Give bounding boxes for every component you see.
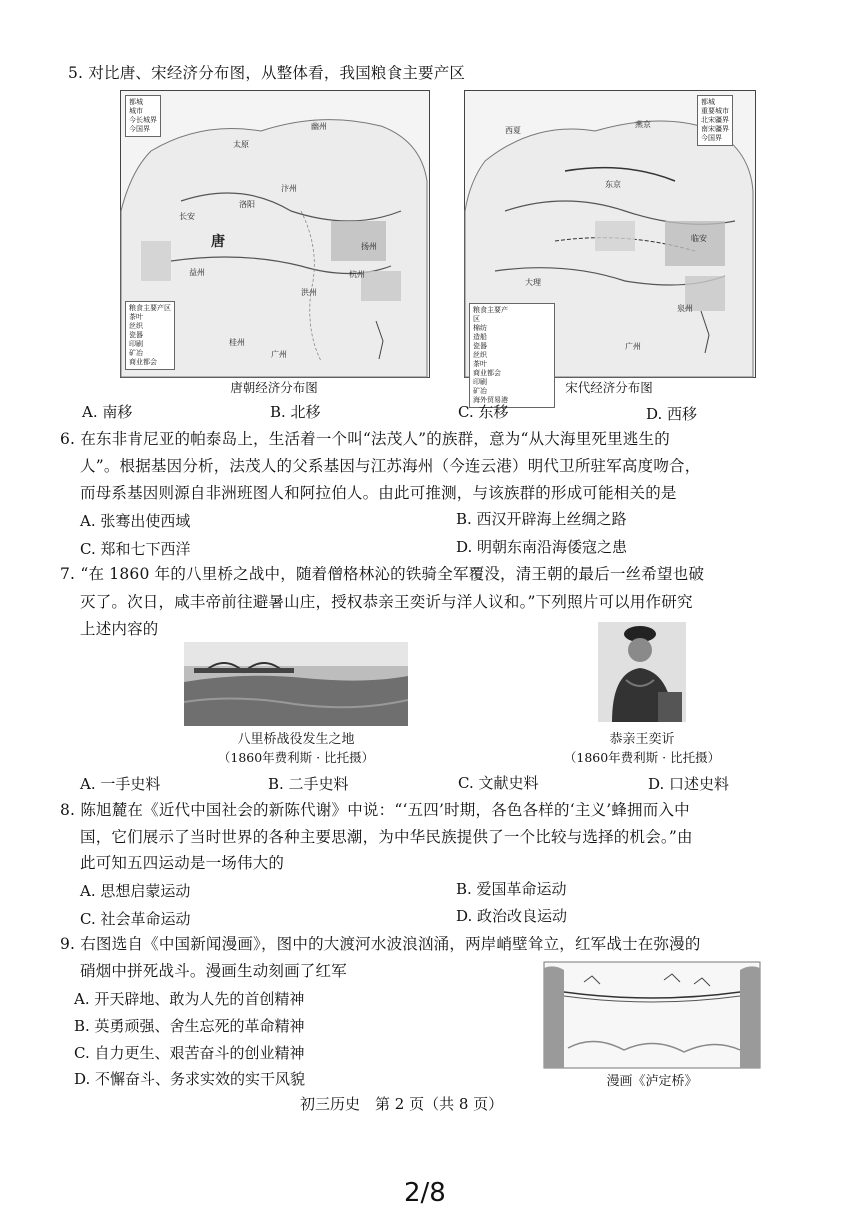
q5-option-d[interactable]: D. 西移 <box>646 405 698 423</box>
song-place: 东京 <box>605 180 621 189</box>
tang-legend-item: 矿冶 <box>129 349 143 357</box>
baliqiao-photo-drawing <box>184 642 408 726</box>
photo2-caption: 恭亲王奕䜣 <box>609 732 675 747</box>
q8-line-2: 国，它们展示了当时世界的各种主要思潮，为中华民族提供了一个比较与选择的机会。”由 <box>80 828 693 846</box>
song-legend-top <box>697 95 733 146</box>
q9-option-a[interactable]: A. 开天辟地、敢为人先的首创精神 <box>74 990 305 1008</box>
song-legend-item: 棉纺 <box>473 324 487 332</box>
song-legend-item: 印刷 <box>473 378 487 386</box>
q7-option-c[interactable]: C. 文献史料 <box>458 774 539 792</box>
song-legend-item: 粮食主要产区 <box>473 306 508 323</box>
tang-legend-item: 城市 <box>129 107 143 115</box>
q5-option-a[interactable]: A. 南移 <box>82 403 133 421</box>
q6-option-a[interactable]: A. 张骞出使西域 <box>80 512 191 530</box>
q5-option-b[interactable]: B. 北移 <box>270 403 321 421</box>
song-legend-item: 北宋疆界 <box>701 116 729 124</box>
song-legend-item: 矿冶 <box>473 387 487 395</box>
q9-line-1: 9. 右图选自《中国新闻漫画》，图中的大渡河水波浪汹涌，两岸峭壁耸立，红军战士在弥漫的 <box>60 935 701 953</box>
prince-gong-photo <box>598 622 686 722</box>
tang-map-name: 唐 <box>211 234 225 250</box>
q8-option-a[interactable]: A. 思想启蒙运动 <box>80 882 191 900</box>
song-legend-item: 茶叶 <box>473 360 487 368</box>
tang-legend-item: 茶叶 <box>129 313 143 321</box>
q7-option-a[interactable]: A. 一手史料 <box>80 775 161 793</box>
q8-option-c[interactable]: C. 社会革命运动 <box>80 910 191 928</box>
cartoon-caption: 漫画《泸定桥》 <box>606 1074 698 1089</box>
luding-bridge-cartoon-drawing <box>544 962 760 1068</box>
tang-map-caption: 唐朝经济分布图 <box>230 380 318 395</box>
song-place: 西夏 <box>505 126 521 135</box>
tang-place: 杭州 <box>349 270 365 279</box>
tang-legend-top <box>125 95 161 137</box>
photo1-source: （1860年费利斯 · 比托摄） <box>217 750 375 765</box>
tang-legend-item: 丝织 <box>129 322 143 330</box>
q8-line-3: 此可知五四运动是一场伟大的 <box>80 854 285 872</box>
page-footer: 初三历史 第 2 页（共 8 页） <box>300 1095 504 1113</box>
baliqiao-photo <box>184 642 408 726</box>
tang-place: 洪州 <box>301 288 317 297</box>
song-legend-item: 今国界 <box>701 134 722 142</box>
tang-legend-item: 瓷器 <box>129 331 143 339</box>
q7-line-3: 上述内容的 <box>80 620 159 638</box>
q6-option-c[interactable]: C. 郑和七下西洋 <box>80 540 191 558</box>
song-place: 大理 <box>525 278 541 287</box>
tang-legend-item: 商业都会 <box>129 358 157 366</box>
song-place: 临安 <box>691 234 707 243</box>
tang-place: 益州 <box>189 268 205 277</box>
q7-line-1: 7. “在 1860 年的八里桥之战中，随着僧格林沁的铁骑全军覆没，清王朝的最后一丝希望也破 <box>60 565 705 583</box>
tang-place: 洛阳 <box>239 200 255 209</box>
song-legend-item: 重要城市 <box>701 107 729 115</box>
song-place: 广州 <box>625 342 641 351</box>
q6-line-3: 而母系基因则源自非洲班图人和阿拉伯人。由此可推测，与该族群的形成可能相关的是 <box>80 484 677 502</box>
q6-option-d[interactable]: D. 明朝东南沿海倭寇之患 <box>456 538 628 556</box>
tang-place: 汴州 <box>281 184 297 193</box>
q5-option-c[interactable]: C. 东移 <box>458 403 509 421</box>
song-legend-item: 海外贸易港 <box>473 396 508 404</box>
luding-bridge-cartoon <box>544 962 760 1068</box>
song-map-caption: 宋代经济分布图 <box>565 380 653 395</box>
q7-option-d[interactable]: D. 口述史料 <box>648 775 730 793</box>
song-legend-item: 商业都会 <box>473 369 501 377</box>
q9-option-b[interactable]: B. 英勇顽强、舍生忘死的革命精神 <box>74 1017 305 1035</box>
q8-option-b[interactable]: B. 爱国革命运动 <box>456 880 567 898</box>
song-legend-item: 丝织 <box>473 351 487 359</box>
q6-line-2: 人”。根据基因分析，法茂人的父系基因与江苏海州（今连云港）明代卫所驻军高度吻合， <box>80 457 701 475</box>
tang-legend-item: 今长城界 <box>129 116 157 124</box>
tang-legend-bottom <box>125 301 175 370</box>
q7-line-2: 灭了。次日，咸丰帝前往避暑山庄，授权恭亲王奕䜣与洋人议和。”下列照片可以用作研究 <box>80 593 693 611</box>
q6-option-b[interactable]: B. 西汉开辟海上丝绸之路 <box>456 510 627 528</box>
tang-legend-item: 印刷 <box>129 340 143 348</box>
song-legend-item: 都城 <box>701 98 715 106</box>
photo1-caption: 八里桥战役发生之地 <box>237 732 355 747</box>
tang-place: 幽州 <box>311 122 327 131</box>
tang-place: 桂州 <box>229 338 245 347</box>
tang-place: 长安 <box>179 212 195 221</box>
tang-map <box>120 90 430 378</box>
q9-option-d[interactable]: D. 不懈奋斗、务求实效的实干风貌 <box>74 1070 306 1088</box>
q8-line-1: 8. 陈旭麓在《近代中国社会的新陈代谢》中说：“‘五四’时期，各色各样的‘主义’蜂拥而入中 <box>60 801 690 819</box>
q7-option-b[interactable]: B. 二手史料 <box>268 775 349 793</box>
song-legend-item: 南宋疆界 <box>701 125 729 133</box>
tang-legend-item: 粮食主要产区 <box>129 304 171 312</box>
song-legend-item: 造船 <box>473 333 487 341</box>
song-place: 燕京 <box>635 120 651 129</box>
page-number: 2/8 <box>404 1178 446 1208</box>
q8-option-d[interactable]: D. 政治改良运动 <box>456 907 568 925</box>
tang-place: 太原 <box>233 140 249 149</box>
tang-place: 广州 <box>271 350 287 359</box>
tang-legend-item: 都城 <box>129 98 143 106</box>
q9-option-c[interactable]: C. 自力更生、艰苦奋斗的创业精神 <box>74 1044 305 1062</box>
q9-line-2: 硝烟中拼死战斗。漫画生动刻画了红军 <box>80 962 347 980</box>
q5-stem: 5. 对比唐、宋经济分布图，从整体看，我国粮食主要产区 <box>68 64 466 82</box>
photo2-source: （1860年费利斯 · 比托摄） <box>563 750 721 765</box>
q6-line-1: 6. 在东非肯尼亚的帕泰岛上，生活着一个叫“法茂人”的族群，意为“从大海里死里逃生的 <box>60 430 670 448</box>
tang-place: 扬州 <box>361 242 377 251</box>
tang-legend-item: 今国界 <box>129 125 150 133</box>
song-place: 泉州 <box>677 304 693 313</box>
song-legend-item: 瓷器 <box>473 342 487 350</box>
prince-gong-photo-drawing <box>598 622 686 722</box>
